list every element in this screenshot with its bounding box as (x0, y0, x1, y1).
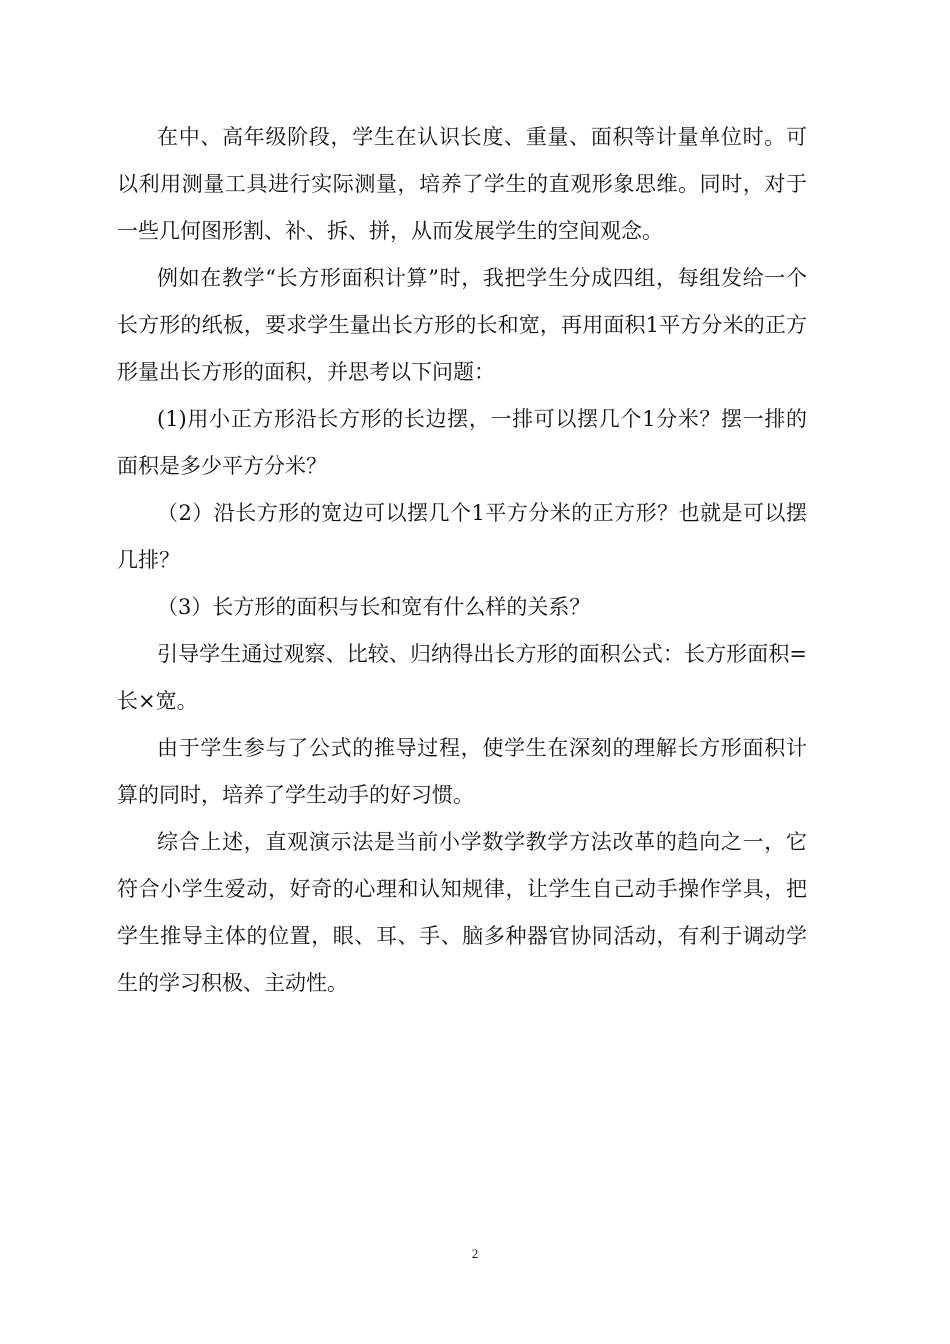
paragraph-result: 由于学生参与了公式的推导过程，使学生在深刻的理解长方形面积计算的同时，培养了学生动手的好习惯。 (117, 736, 807, 807)
paragraph-intro: 在中、高年级阶段，学生在认识长度、重量、面积等计量单位时。可以利用测量工具进行实际测量，培养了学生的直观形象思维。同时，对于一些几何图形割、补、拆、拼，从而发展学生的空间观念。 (117, 125, 807, 243)
paragraph-question-2: （2）沿长方形的宽边可以摆几个1平方分米的正方形？也就是可以摆几排？ (117, 501, 807, 572)
paragraph-question-3: （3）长方形的面积与长和宽有什么样的关系？ (157, 595, 591, 619)
page-number: 2 (471, 1246, 479, 1261)
paragraph-question-1: (1)用小正方形沿长方形的长边摆，一排可以摆几个1分米？摆一排的面积是多少平方分米？ (117, 407, 807, 478)
paragraph-summary: 综合上述，直观演示法是当前小学数学教学方法改革的趋向之一，它符合小学生爱动，好奇的心理和认知规律，让学生自己动手操作学具，把学生推导主体的位置，眼、耳、手、脑多种器官协同活动，有利于调动学生的学习积极、主动性。 (117, 830, 807, 995)
paragraph-example: 例如在教学“长方形面积计算”时，我把学生分成四组，每组发给一个长方形的纸板，要求学生量出长方形的长和宽，再用面积1平方分米的正方形量出长方形的面积，并思考以下问题： (117, 266, 807, 384)
document-body (117, 114, 807, 1007)
paragraph-formula: 引导学生通过观察、比较、归纳得出长方形的面积公式：长方形面积=长×宽。 (117, 642, 807, 713)
